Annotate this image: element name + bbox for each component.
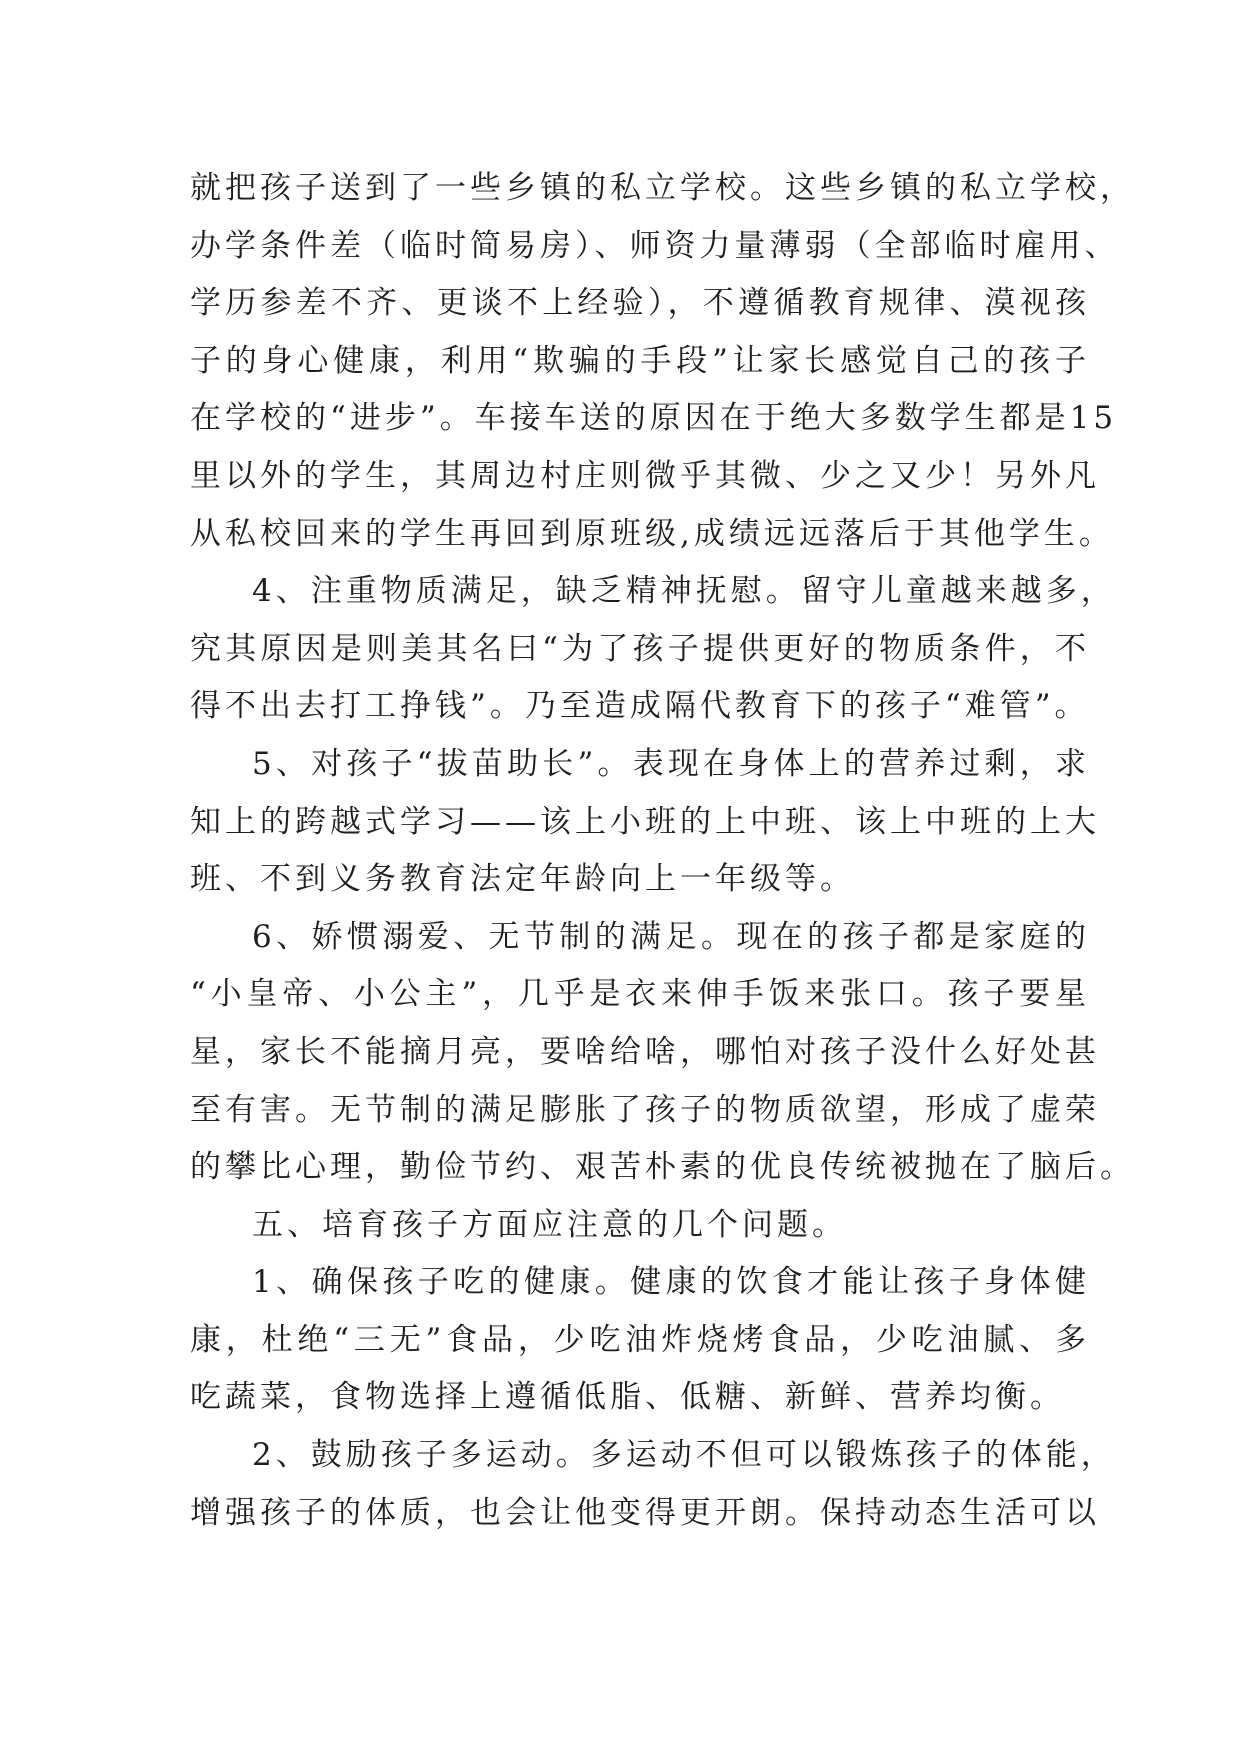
text-line: 班、不到义务教育法定年龄向上一年级等。: [190, 861, 855, 898]
text-line: 就把孩子送到了一些乡镇的私立学校。这些乡镇的私立学校，: [190, 170, 1135, 206]
text-line: 增强孩子的体质，也会让他变得更开朗。保持动态生活可以: [190, 1494, 1100, 1531]
text-line: 究其原因是则美其名曰“为了孩子提供更好的物质条件，不: [190, 630, 1090, 667]
text-line: 办学条件差（临时简易房）、师资力量薄弱（全部临时雇用、: [190, 227, 1120, 264]
text-line: 五、培育孩子方面应注意的几个问题。: [252, 1206, 847, 1243]
text-line: 至有害。无节制的满足膨胀了孩子的物质欲望，形成了虚荣: [190, 1091, 1100, 1128]
text-line: 的攀比心理，勤俭节约、艰苦朴素的优良传统被抛在了脑后。: [190, 1149, 1135, 1186]
text-line: 知上的跨越式学习——该上小班的上中班、该上中班的上大: [190, 803, 1100, 840]
text-line: 在学校的“进步”。车接车送的原因在于绝大多数学生都是15: [190, 400, 1118, 437]
text-line: 康，杜绝“三无”食品，少吃油炸烧烤食品，少吃油腻、多: [190, 1321, 1090, 1358]
text-line: 星，家长不能摘月亮，要啥给啥，哪怕对孩子没什么好处甚: [190, 1033, 1100, 1070]
text-line: 5、对孩子“拔苗助长”。表现在身体上的营养过剩，求: [252, 745, 1090, 782]
document-body-text: [190, 160, 1135, 1542]
text-line: 子的身心健康，利用“欺骗的手段”让家长感觉自己的孩子: [190, 342, 1090, 379]
text-line: 吃蔬菜，食物选择上遵循低脂、低糖、新鲜、营养均衡。: [190, 1379, 1065, 1416]
text-line: 4、注重物质满足，缺乏精神抚慰。留守儿童越来越多，: [252, 573, 1116, 610]
text-line: 从私校回来的学生再回到原班级,成绩远远落后于其他学生。: [190, 515, 1114, 552]
text-line: 里以外的学生，其周边村庄则微乎其微、少之又少！另外凡: [190, 457, 1100, 494]
text-line: 6、娇惯溺爱、无节制的满足。现在的孩子都是家庭的: [252, 918, 1090, 955]
text-line: “小皇帝、小公主”，几乎是衣来伸手饭来张口。孩子要星: [190, 976, 1090, 1013]
text-line: 得不出去打工挣钱”。乃至造成隔代教育下的孩子“难管”。: [190, 688, 1090, 725]
text-line: 2、鼓励孩子多运动。多运动不但可以锻炼孩子的体能，: [252, 1437, 1116, 1474]
text-line: 学历参差不齐、更谈不上经验），不遵循教育规律、漠视孩: [190, 285, 1090, 322]
text-line: 1、确保孩子吃的健康。健康的饮食才能让孩子身体健: [252, 1264, 1090, 1301]
